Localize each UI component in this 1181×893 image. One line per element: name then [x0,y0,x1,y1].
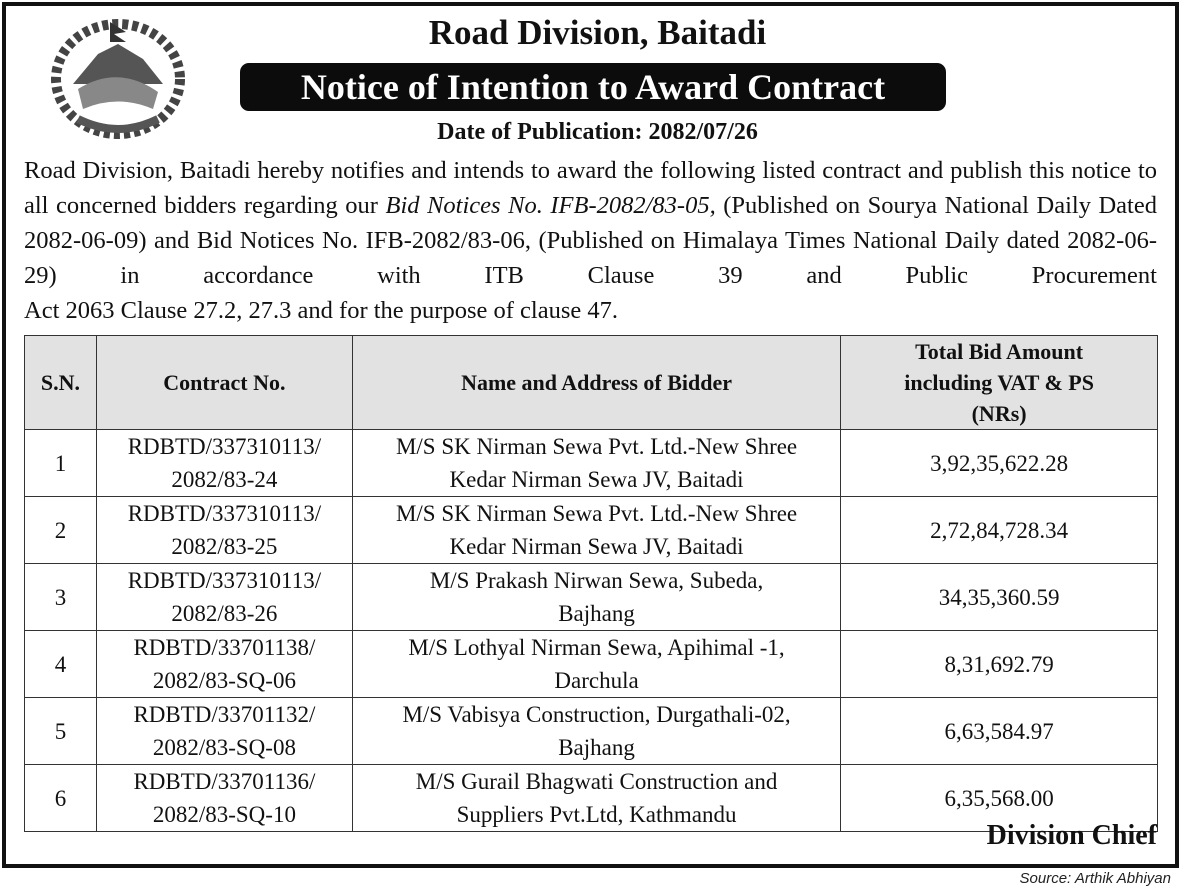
cell-sn: 4 [25,631,97,698]
bidder-line-1: M/S Gurail Bhagwati Construction and [415,769,778,794]
contract-line-2: 2082/83-25 [171,534,278,559]
cell-contract-no [96,497,352,564]
bidder-line-2: Darchula [554,668,639,693]
cell-sn: 6 [25,765,97,832]
contract-line-1: RDBTD/337310113/ [127,568,322,593]
cell-amount: 8,31,692.79 [841,631,1158,698]
cell-bidder [352,698,840,765]
table-row [25,631,1158,698]
contract-line-1: RDBTD/33701138/ [133,635,316,660]
table-row [25,430,1158,497]
contract-line-2: 2082/83-26 [171,601,278,626]
contract-line-2: 2082/83-SQ-08 [152,735,296,760]
office-title: Road Division, Baitadi [428,13,767,52]
cell-contract-no [96,564,352,631]
cell-bidder [352,497,840,564]
header-sn: S.N. [25,336,97,430]
cell-amount: 3,92,35,622.28 [841,430,1158,497]
table-row [25,564,1158,631]
cell-sn: 2 [25,497,97,564]
contract-line-2: 2082/83-24 [171,467,278,492]
cell-contract-no [96,430,352,497]
cell-sn: 3 [25,564,97,631]
cell-sn: 1 [25,430,97,497]
cell-contract-no [96,765,352,832]
publication-date: Date of Publication: 2082/07/26 [437,119,758,145]
source-credit: Source: Arthik Abhiyan [1019,870,1171,887]
cell-contract-no [96,698,352,765]
cell-bidder [352,765,840,832]
cell-amount: 6,35,568.00 [841,765,1158,832]
bidder-line-2: Bajhang [558,601,635,626]
table-row [25,698,1158,765]
award-table [24,335,1158,832]
notice-banner: Notice of Intention to Award Contract [240,63,946,111]
body-text: (Published on Sourya National Daily Dated 2082-06-09) and Bid Notices No. IFB-2082/83-06, (Published on Himalaya Times National Daily dated 2082-06-29) in accordance with ITB Clause 39 and Public Procurement [24,192,1157,289]
cell-sn: 5 [25,698,97,765]
body-text-last: Act 2063 Clause 27.2, 27.3 and for the purpose of clause 47. [24,297,618,324]
header-amount: Total Bid Amount including VAT & PS (NRs) [841,336,1158,430]
body-text: Road Division, Baitadi hereby notifies and intends to award the following listed contract and publish this notice to all concerned bidders regarding our [24,157,1157,219]
bidder-line-1: M/S Vabisya Construction, Durgathali-02, [402,702,791,727]
contract-line-1: RDBTD/337310113/ [127,434,322,459]
bidder-line-1: M/S Lothyal Nirman Sewa, Apihimal -1, [408,635,785,660]
bidder-line-2: Kedar Nirman Sewa JV, Baitadi [449,467,744,492]
table-row [25,497,1158,564]
cell-amount: 2,72,84,728.34 [841,497,1158,564]
contract-line-1: RDBTD/33701136/ [133,769,316,794]
cell-bidder [352,564,840,631]
bidder-line-1: M/S SK Nirman Sewa Pvt. Ltd.-New Shree [395,434,798,459]
cell-contract-no [96,631,352,698]
cell-bidder [352,430,840,497]
contract-line-1: RDBTD/33701132/ [133,702,316,727]
bidder-line-2: Bajhang [558,735,635,760]
contract-line-2: 2082/83-SQ-10 [152,802,296,827]
contract-line-1: RDBTD/337310113/ [127,501,322,526]
bid-notice-reference: Bid Notices No. IFB-2082/83-05, [385,192,716,219]
cell-amount: 6,63,584.97 [841,698,1158,765]
bidder-line-1: M/S Prakash Nirwan Sewa, Subeda, [429,568,764,593]
bidder-line-1: M/S SK Nirman Sewa Pvt. Ltd.-New Shree [395,501,798,526]
contract-line-2: 2082/83-SQ-06 [152,668,296,693]
signatory: Division Chief [986,820,1157,851]
cell-amount: 34,35,360.59 [841,564,1158,631]
bidder-line-2: Suppliers Pvt.Ltd, Kathmandu [456,802,737,827]
cell-bidder [352,631,840,698]
table-header-row [25,336,1158,430]
header-contract-no: Contract No. [96,336,352,430]
bidder-line-2: Kedar Nirman Sewa JV, Baitadi [449,534,744,559]
header-bidder: Name and Address of Bidder [352,336,840,430]
notice-body [24,153,1157,328]
